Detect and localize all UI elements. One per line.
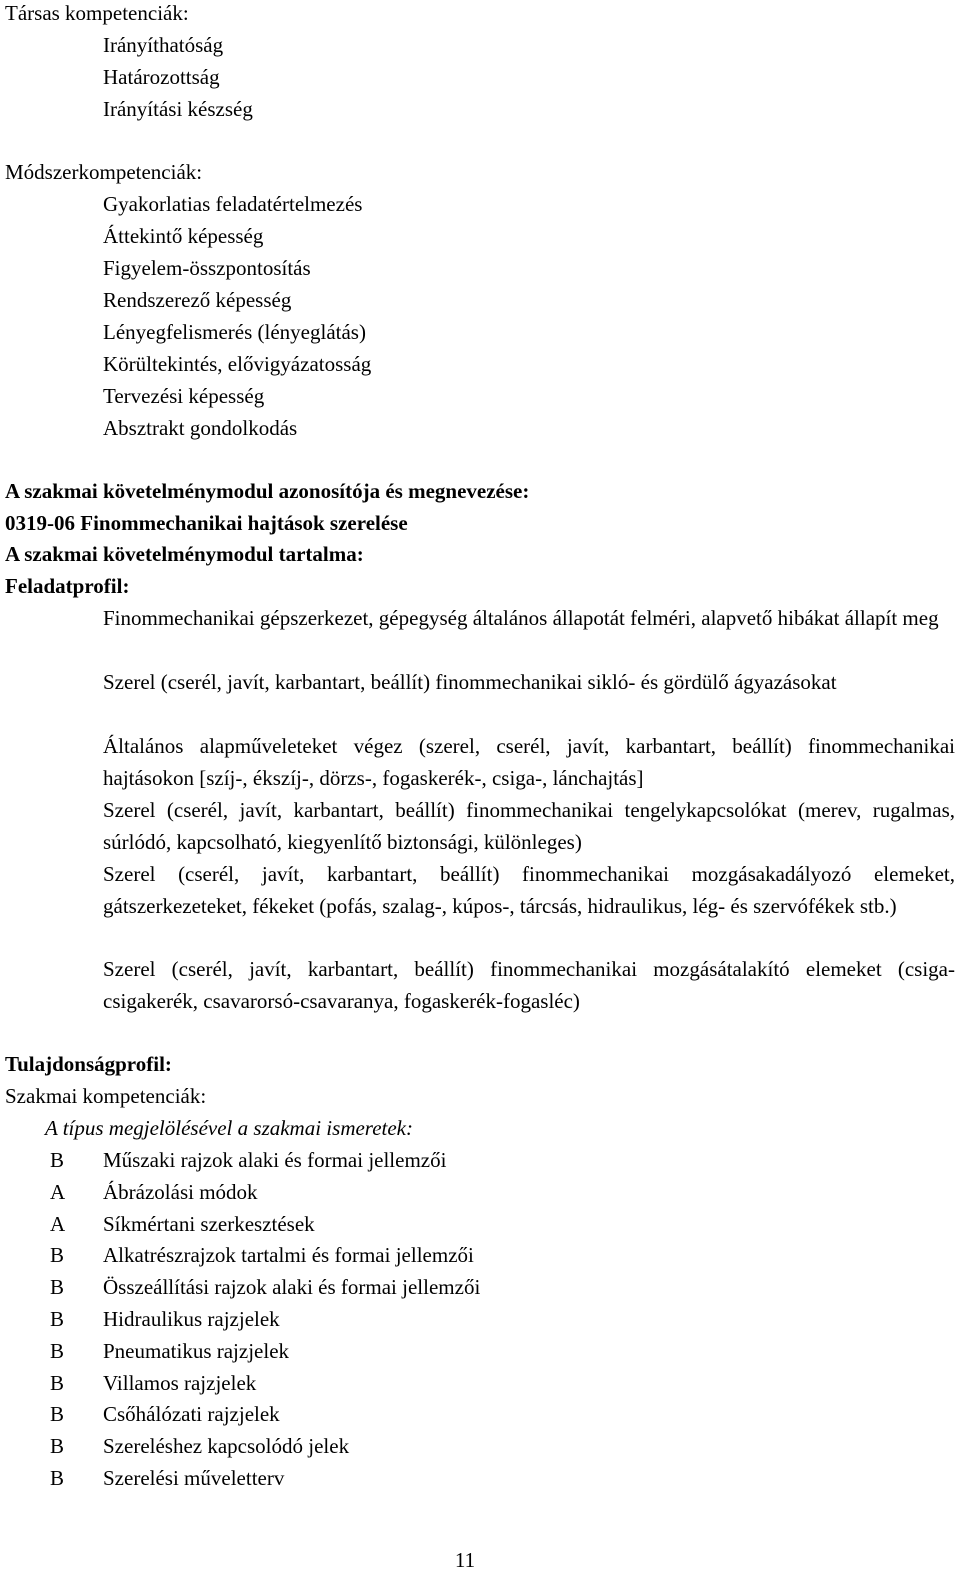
knowledge-grade: B [50,1307,65,1331]
task-paragraph: Szerel (cserél, javít, karbantart, beállít) finommechanikai mozgásakadályozó elemeket, gátszerkezeteket, fékeket (pofás, szalag-, kúpos-, tárcsás, hidraulikus, lég- és szervófékek stb.) [103,862,955,918]
task-profile-heading: Feladatprofil: [5,574,130,598]
task-paragraph: Szerel (cserél, javít, karbantart, beállít) finommechanikai tengelykapcsolókat (merev, rugalmas, súrlódó, kapcsolható, kiegyenlítő biztonsági, különleges) [103,798,955,854]
knowledge-text: Összeállítási rajzok alaki és formai jellemzői [103,1275,481,1299]
task-paragraph: Általános alapműveleteket végez (szerel, cserél, javít, karbantart, beállít) finommechanikai hajtásokon [szíj-, ékszíj-, dörzs-, fogaskerék-, csiga-, lánchajtás] [103,734,955,790]
knowledge-grade: B [50,1466,65,1490]
social-item: Határozottság [103,65,220,89]
method-item: Áttekintő képesség [103,224,264,248]
knowledge-text: Alkatrészrajzok tartalmi és formai jellemzői [103,1243,474,1267]
social-item: Irányítási készség [103,97,253,121]
task-paragraph: Szerel (cserél, javít, karbantart, beállít) finommechanikai mozgásátalakító elemeket (csiga-csigakerék, csavarorsó-csavaranya, fogaskerék-fogasléc) [103,957,955,1013]
method-item: Lényegfelismerés (lényeglátás) [103,320,366,344]
knowledge-grade: B [50,1402,65,1426]
module-content-heading: A szakmai követelménymodul tartalma: [5,542,364,566]
knowledge-grade: B [50,1275,65,1299]
knowledge-grade: B [50,1434,65,1458]
social-competencies-heading: Társas kompetenciák: [5,1,189,25]
task-paragraph: Finommechanikai gépszerkezet, gépegység általános állapotát felméri, alapvető hibákat állapít meg [103,606,939,630]
method-item: Tervezési képesség [103,384,265,408]
task-paragraph: Szerel (cserél, javít, karbantart, beállít) finommechanikai sikló- és gördülő ágyazásokat [103,670,837,694]
page-number: 11 [454,1548,476,1572]
knowledge-grade: B [50,1148,65,1172]
method-item: Körültekintés, elővigyázatosság [103,352,372,376]
professional-competencies-heading: Szakmai kompetenciák: [5,1084,207,1108]
knowledge-grade: A [50,1180,66,1204]
knowledge-text: Szerelési műveletterv [103,1466,285,1490]
knowledge-grade: B [50,1243,65,1267]
knowledge-grade: B [50,1371,65,1395]
method-item: Gyakorlatias feladatértelmezés [103,192,363,216]
knowledge-text: Műszaki rajzok alaki és formai jellemzői [103,1148,447,1172]
knowledge-text: Pneumatikus rajzjelek [103,1339,290,1363]
method-item: Rendszerező képesség [103,288,292,312]
property-profile-heading: Tulajdonságprofil: [5,1052,172,1076]
method-item: Absztrakt gondolkodás [103,416,298,440]
module-id-heading: A szakmai követelménymodul azonosítója és megnevezése: [5,479,530,503]
knowledge-type-heading: A típus megjelölésével a szakmai ismeretek: [45,1116,413,1140]
knowledge-text: Csőhálózati rajzjelek [103,1402,280,1426]
method-competencies-heading: Módszerkompetenciák: [5,160,203,184]
knowledge-grade: A [50,1212,66,1236]
knowledge-text: Ábrázolási módok [103,1180,258,1204]
knowledge-text: Villamos rajzjelek [103,1371,257,1395]
knowledge-text: Síkmértani szerkesztések [103,1212,315,1236]
knowledge-text: Hidraulikus rajzjelek [103,1307,280,1331]
social-item: Irányíthatóság [103,33,224,57]
method-item: Figyelem-összpontosítás [103,256,311,280]
module-id-title: 0319-06 Finommechanikai hajtások szerelése [5,511,408,535]
knowledge-grade: B [50,1339,65,1363]
knowledge-text: Szereléshez kapcsolódó jelek [103,1434,350,1458]
